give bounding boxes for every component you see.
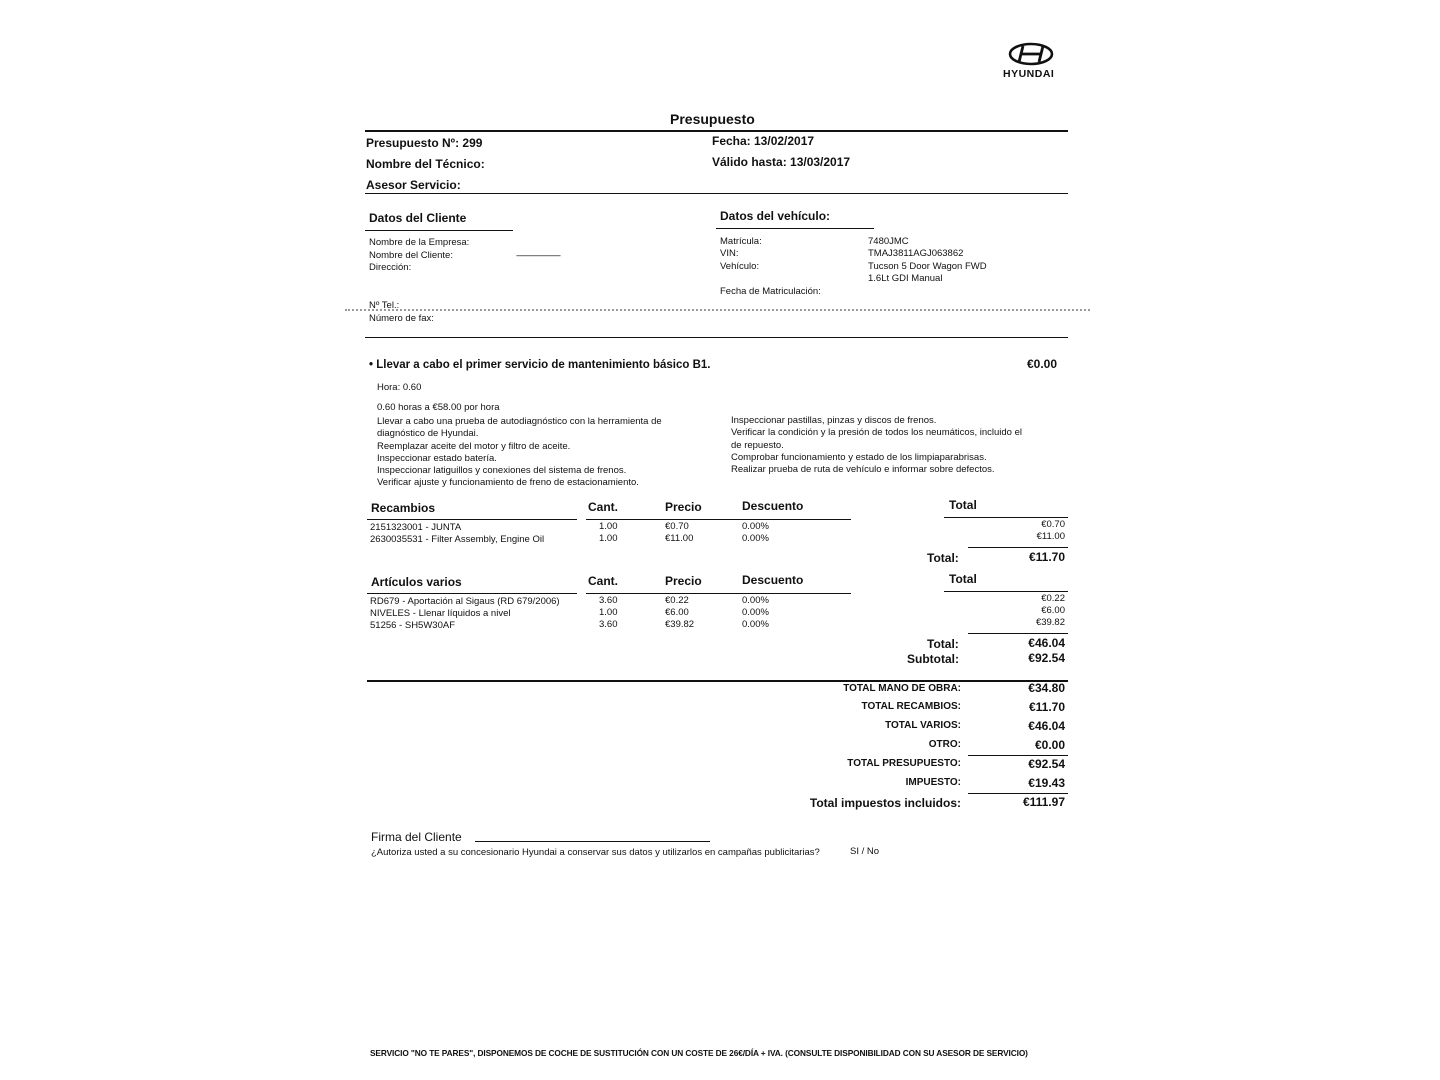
row-total: €39.82: [1035, 617, 1065, 628]
row-qty: 3.60: [599, 619, 618, 630]
hyundai-logo-text: HYUNDAI: [1003, 68, 1055, 80]
vehicle-section-title: Datos del vehículo:: [720, 209, 831, 223]
misc-header-rule-mid: [586, 593, 851, 594]
parts-col-discount: Descuento: [742, 499, 804, 513]
phone-label: Nº Tel.:: [369, 300, 400, 311]
service-tasks-right: [731, 415, 1022, 476]
fax-label: Número de fax:: [369, 313, 434, 324]
reg-date-label: Fecha de Matriculación:: [720, 286, 821, 297]
service-price: €0.00: [1027, 357, 1058, 371]
service-title: • Llevar a cabo el primer servicio de mantenimiento básico B1.: [369, 359, 711, 371]
summary-value: €92.54: [1028, 757, 1065, 771]
row-total: €0.70: [1041, 519, 1065, 530]
client-section-rule: [365, 337, 1068, 338]
row-discount: 0.00%: [742, 533, 769, 544]
parts-header-rule-left: [367, 519, 577, 520]
vin-value: TMAJ3811AGJ063862: [868, 248, 964, 259]
row-total: €11.00: [1036, 531, 1065, 542]
company-label: Nombre de la Empresa:: [369, 237, 470, 248]
row-price: €0.22: [665, 595, 689, 606]
row-qty: 1.00: [599, 607, 618, 618]
summary-value: €0.00: [1034, 738, 1065, 752]
misc-col-total: Total: [949, 572, 977, 586]
service-rate: 0.60 horas a €58.00 por hora: [377, 402, 500, 413]
parts-total-rule: [968, 547, 1068, 548]
task-item: Verificar ajuste y funcionamiento de freno de estacionamiento.: [377, 477, 639, 489]
vehicle-title-rule: [716, 228, 874, 229]
summary-label: Total impuestos incluidos:: [809, 796, 961, 810]
row-discount: 0.00%: [742, 619, 769, 630]
misc-total-value: €46.04: [1028, 636, 1065, 650]
parts-total-value: €11.70: [1028, 550, 1065, 564]
parts-title: Recambios: [371, 501, 436, 515]
hyundai-logo: [1000, 42, 1064, 84]
advisor-label: Asesor Servicio:: [366, 178, 461, 192]
row-price: €6.00: [665, 607, 689, 618]
misc-total-rule: [968, 633, 1068, 634]
row-desc: 51256 - SH5W30AF: [370, 620, 456, 631]
misc-col-price: Precio: [665, 574, 702, 588]
footer-note: SERVICIO "NO TE PARES", DISPONEMOS DE COCHE DE SUSTITUCIÓN CON UN COSTE DE 26€/DÍA + IVA. (CONSULTE DISPONIBILIDAD CON SU ASESOR DE SERVICIO): [370, 1048, 1028, 1058]
row-price: €11.00: [665, 533, 694, 544]
row-qty: 1.00: [599, 533, 618, 544]
task-item: diagnóstico de Hyundai.: [377, 428, 479, 440]
summary-label: TOTAL RECAMBIOS:: [861, 701, 961, 712]
row-discount: 0.00%: [742, 607, 769, 618]
quote-number: Presupuesto Nº: 299: [366, 136, 483, 150]
signature-line: [475, 841, 710, 842]
plate-label: Matrícula:: [720, 236, 762, 247]
title-rule: [365, 130, 1068, 132]
client-title-rule: [365, 230, 513, 231]
summary-value: €11.70: [1028, 700, 1065, 714]
summary-value: €111.97: [1022, 795, 1065, 809]
row-discount: 0.00%: [742, 521, 769, 532]
header-rule: [365, 193, 1068, 194]
client-name-value: ------------------------: [516, 250, 560, 260]
client-name-label: Nombre del Cliente:: [369, 250, 453, 261]
task-item: Comprobar funcionamiento y estado de los limpiaparabrisas.: [731, 451, 987, 463]
subtotal-label: Subtotal:: [907, 652, 959, 666]
consent-answer: SI / No: [850, 846, 880, 857]
summary-value: €34.80: [1028, 681, 1065, 695]
valid-until: Válido hasta: 13/03/2017: [712, 155, 851, 169]
row-desc: 2630035531 - Filter Assembly, Engine Oil: [370, 534, 545, 545]
scan-artifact-line: [345, 309, 1090, 311]
row-price: €0.70: [665, 521, 689, 532]
summary-label: TOTAL PRESUPUESTO:: [847, 758, 961, 769]
task-item: Inspeccionar estado batería.: [377, 452, 497, 464]
service-tasks-left: [377, 416, 662, 490]
parts-total-label: Total:: [927, 551, 959, 565]
service-hours: Hora: 0.60: [377, 382, 422, 393]
misc-header-rule-right: [944, 591, 1068, 592]
technician-label: Nombre del Técnico:: [366, 157, 485, 171]
task-item: Realizar prueba de ruta de vehículo e informar sobre defectos.: [731, 464, 995, 476]
address-label: Dirección:: [369, 262, 412, 273]
row-qty: 1.00: [599, 521, 618, 532]
row-desc: RD679 - Aportación al Sigaus (RD 679/2006): [370, 596, 560, 607]
row-price: €39.82: [665, 619, 695, 630]
summary-label: TOTAL MANO DE OBRA:: [843, 683, 961, 694]
signature-label: Firma del Cliente: [371, 830, 462, 844]
row-total: €6.00: [1041, 605, 1065, 616]
row-total: €0.22: [1041, 593, 1065, 604]
task-item: Inspeccionar latiguillos y conexiones del sistema de frenos.: [377, 465, 627, 477]
summary-value: €19.43: [1028, 776, 1065, 790]
document-title: Presupuesto: [670, 111, 755, 127]
summary-section-rule: [367, 680, 1068, 682]
task-item: Llevar a cabo una prueba de autodiagnóstico con la herramienta de: [377, 416, 662, 427]
parts-col-qty: Cant.: [588, 500, 618, 514]
summary-label: OTRO:: [928, 739, 961, 750]
vin-label: VIN:: [720, 248, 739, 259]
consent-question: ¿Autoriza usted a su concesionario Hyundai a conservar sus datos y utilizarlos en campañas publicitarias?: [371, 847, 820, 858]
vehicle-label: Vehículo:: [720, 261, 760, 272]
row-desc: NIVELES - Llenar líquidos a nivel: [370, 608, 511, 619]
summary-label: TOTAL VARIOS:: [885, 720, 961, 731]
misc-title: Artículos varios: [371, 575, 462, 589]
subtotal-value: €92.54: [1028, 651, 1065, 665]
summary-label: IMPUESTO:: [905, 777, 961, 788]
task-item: Inspeccionar pastillas, pinzas y discos de frenos.: [731, 415, 937, 426]
row-discount: 0.00%: [742, 595, 769, 606]
misc-header-rule-left: [367, 593, 577, 594]
vehicle-value-1: Tucson 5 Door Wagon FWD: [868, 261, 987, 272]
row-qty: 3.60: [599, 595, 618, 606]
parts-header-rule-mid: [586, 519, 851, 520]
parts-col-total: Total: [949, 498, 977, 512]
summary-value: €46.04: [1028, 719, 1065, 733]
parts-col-price: Precio: [665, 500, 702, 514]
vehicle-value-2: 1.6Lt GDI Manual: [868, 273, 943, 284]
client-section-title: Datos del Cliente: [369, 211, 467, 225]
misc-col-discount: Descuento: [742, 573, 804, 587]
row-desc: 2151323001 - JUNTA: [370, 522, 462, 533]
hyundai-logo-icon: [1008, 42, 1054, 66]
task-item: de repuesto.: [731, 439, 784, 451]
task-item: Verificar la condición y la presión de todos los neumáticos, incluido el: [731, 427, 1022, 439]
plate-value: 7480JMC: [868, 236, 909, 247]
parts-header-rule-right: [944, 517, 1068, 518]
misc-col-qty: Cant.: [588, 574, 618, 588]
summary-rule-1: [968, 755, 1068, 756]
summary-rule-2: [968, 793, 1068, 794]
quote-date: Fecha: 13/02/2017: [712, 134, 815, 148]
misc-total-label: Total:: [927, 637, 959, 651]
task-item: Reemplazar aceite del motor y filtro de aceite.: [377, 440, 571, 452]
